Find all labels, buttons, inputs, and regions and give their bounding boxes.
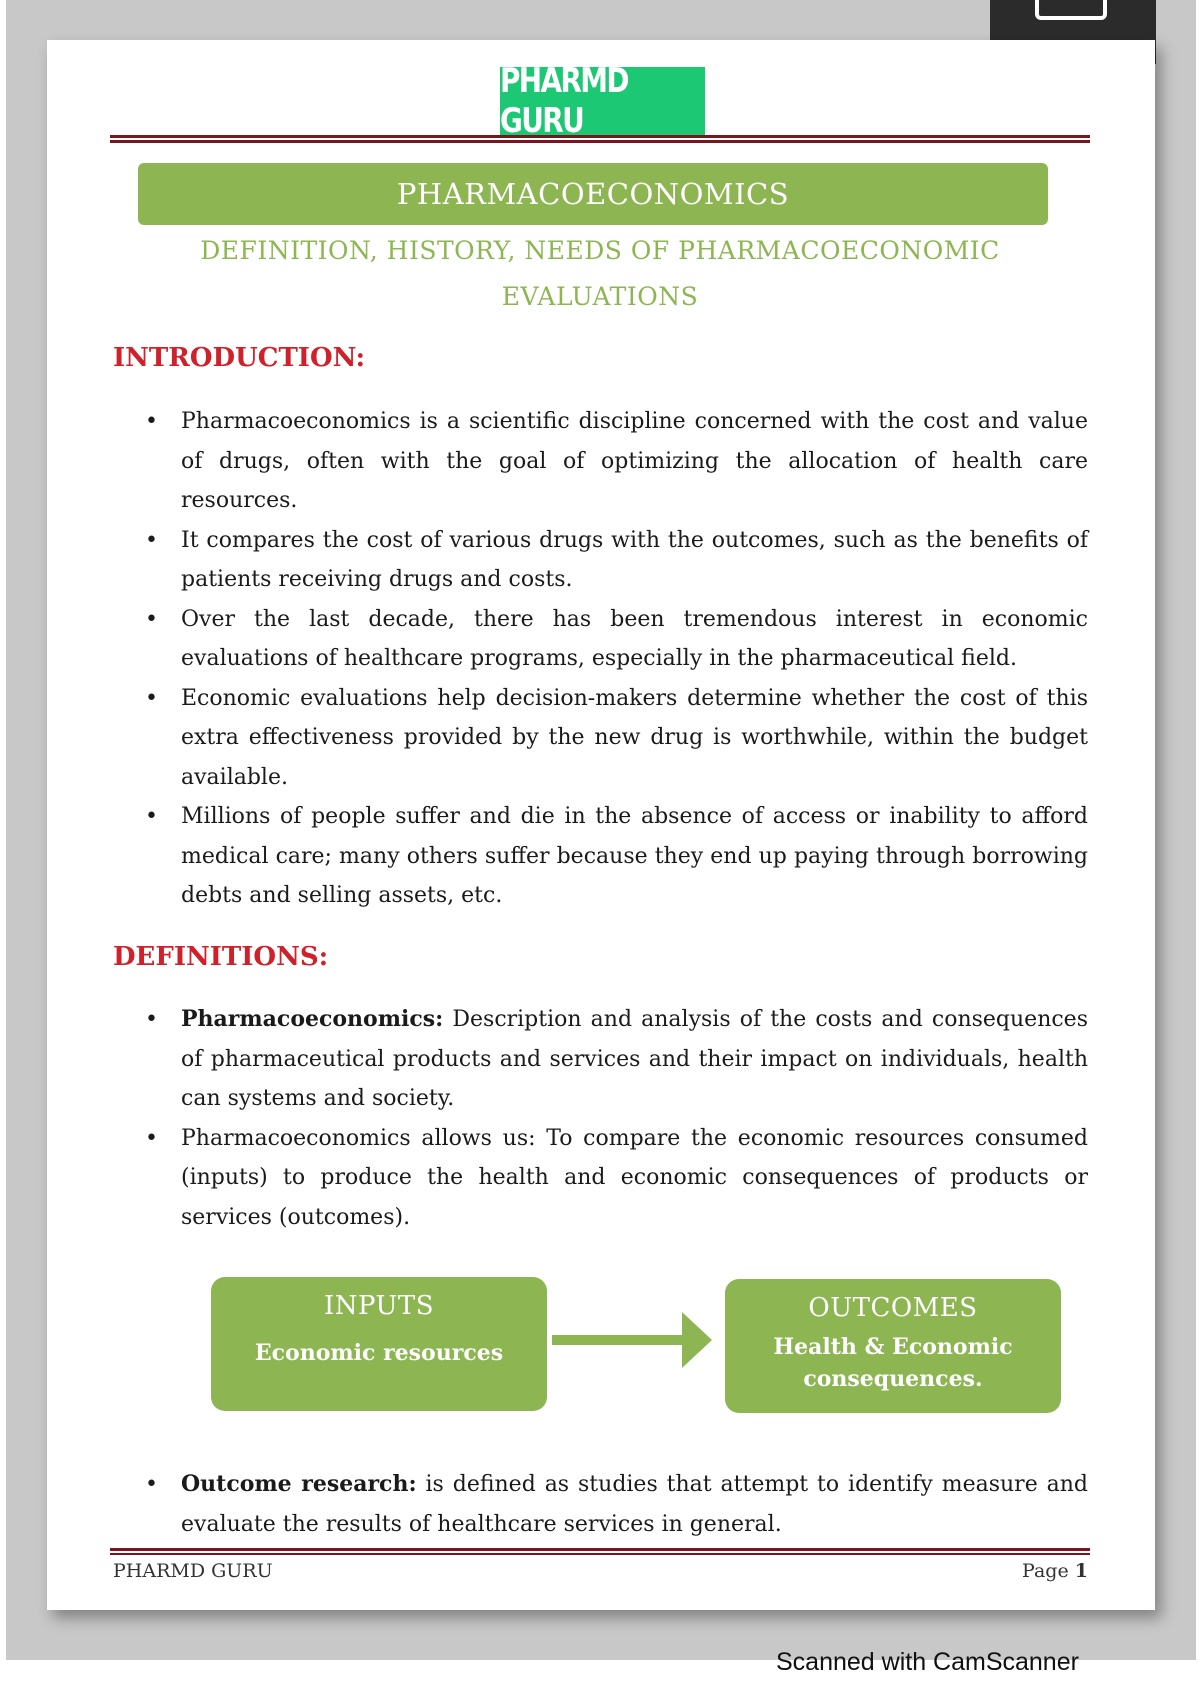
- list-item: • Pharmacoeconomics allows us: To compare the economic resources consumed (inputs) to produce the health and economic consequences of products or services (outcomes).: [140, 1119, 1088, 1238]
- header-rule: [110, 135, 1090, 143]
- list-item: [140, 1465, 1088, 1544]
- inputs-label: INPUTS: [323, 1291, 435, 1321]
- inputs-box: [211, 1277, 547, 1411]
- definition-text: Description and analysis of the costs and consequences of pharmaceutical products and services and their impact on individuals, health can systems and society.: [181, 1007, 1088, 1111]
- list-item: • Economic evaluations help decision-makers determine whether the cost of this extra effectiveness provided by the new drug is worthwhile, within the budget available.: [140, 679, 1088, 798]
- outcomes-sub: [725, 1331, 1061, 1395]
- footer-rule: [110, 1548, 1090, 1555]
- subtitle-line-2: EVALUATIONS: [501, 282, 699, 311]
- inputs-sub: Economic resources: [254, 1340, 504, 1366]
- subtitle-line-1: DEFINITION, HISTORY, NEEDS OF PHARMACOECONOMIC: [200, 236, 1000, 265]
- list-item: • It compares the cost of various drugs with the outcomes, such as the benefits of patients receiving drugs and costs.: [140, 521, 1088, 600]
- scanner-watermark: Scanned with CamScanner: [776, 1648, 1079, 1676]
- logo: PHARMD GURU: [500, 67, 705, 135]
- page-subtitle: [140, 228, 1060, 320]
- outcomes-label: OUTCOMES: [808, 1293, 978, 1323]
- page-title: PHARMACOECONOMICS: [138, 163, 1048, 225]
- list-item: • Millions of people suffer and die in the absence of access or inability to afford medical care; many others suffer because they end up paying through borrowing debts and selling assets, etc.: [140, 797, 1088, 916]
- outcomes-sub-line-2: consequences.: [803, 1366, 983, 1392]
- definitions-list: [140, 1000, 1088, 1237]
- square-icon: [1035, 0, 1107, 20]
- introduction-list: [140, 402, 1088, 916]
- outcomes-sub-line-1: Health & Economic: [773, 1334, 1013, 1360]
- footer-brand: PHARMD GURU: [113, 1560, 273, 1582]
- list-item: • Over the last decade, there has been tremendous interest in economic evaluations of healthcare programs, especially in the pharmaceutical field.: [140, 600, 1088, 679]
- list-item: [140, 1000, 1088, 1119]
- definition-term: Pharmacoeconomics:: [181, 1006, 444, 1032]
- outcomes-box: [725, 1279, 1061, 1413]
- definitions-heading: DEFINITIONS:: [113, 942, 329, 972]
- page-number-value: 1: [1074, 1560, 1088, 1582]
- page-number: [960, 1560, 1088, 1582]
- definition-text: is defined as studies that attempt to identify measure and evaluate the results of healthcare services in general.: [181, 1472, 1088, 1537]
- arrow-right-icon: [552, 1310, 712, 1370]
- introduction-heading: INTRODUCTION:: [113, 343, 366, 373]
- page-word: Page: [1022, 1560, 1075, 1582]
- list-item: • Pharmacoeconomics is a scientific discipline concerned with the cost and value of drugs, often with the goal of optimizing the allocation of health care resources.: [140, 402, 1088, 521]
- outcome-research-list: [140, 1465, 1088, 1544]
- definition-term: Outcome research:: [181, 1471, 417, 1497]
